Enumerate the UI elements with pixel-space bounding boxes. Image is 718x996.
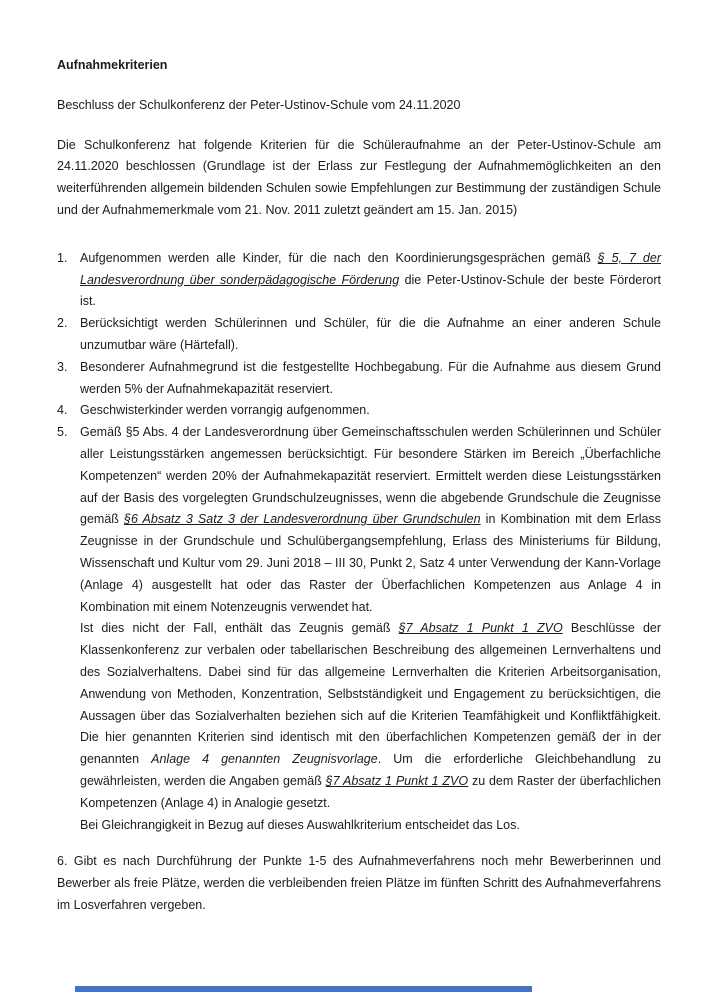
criteria-item-paragraph: Bei Gleichrangigkeit in Bezug auf dieses Auswahlkriterium entscheidet das Los. (80, 817, 520, 832)
criteria-list (57, 248, 661, 837)
criteria-item (57, 400, 661, 422)
criteria-item (57, 422, 661, 836)
criteria-item (57, 357, 661, 401)
criteria-item-number: 5. (57, 425, 68, 440)
intro-paragraph: Die Schulkonferenz hat folgende Kriterien für die Schüleraufnahme an der Peter-Ustinov-Schule am 24.11.2020 beschlossen (Grundlage ist der Erlass zur Festlegung der Aufnahmemöglichkeiten an den weiterführenden allgemein bildenden Schulen sowie Empfehlungen zur Bestimmung der zuständigen Schule und der Aufnahmemerkmale vom 21. Nov. 2011 zuletzt geändert am 15. Jan. 2015) (57, 137, 661, 217)
criteria-item-paragraph: Geschwisterkinder werden vorrangig aufgenommen. (80, 403, 370, 418)
criteria-item-paragraph: Ist dies nicht der Fall, enthält das Zeugnis gemäß §7 Absatz 1 Punkt 1 ZVO Beschlüsse der Klassenkonferenz zur verbalen oder tabellarischen Beschreibung des allgemeinen Lernverhaltens und des Sozialverhaltens. Dabei sind für das allgemeine Lernverhalten die Kriterien Arbeitsorganisation, Anwendung von Methoden, Konzentration, Selbstständigkeit und Engagement zu berücksichtigen, die Aussagen über das Sozialverhalten beziehen sich auf die Kriterien Teamfähigkeit und Konfliktfähigkeit. Die hier genannten Kriterien sind identisch mit den überfachlichen Kompetenzen gemäß der in der genannten Anlage 4 genannten Zeugnisvorlage. Um die erforderliche Gleichbehandlung zu gewährleisten, werden die Angaben gemäß §7 Absatz 1 Punkt 1 ZVO zu dem Raster der überfachlichen Kompetenzen (Anlage 4) in Analogie gesetzt. (80, 621, 662, 810)
criteria-item-number: 4. (57, 403, 68, 418)
criteria-item-paragraph: Gemäß §5 Abs. 4 der Landesverordnung über Gemeinschaftsschulen werden Schülerinnen und Schüler aller Leistungsstärken angemessen berücksichtigt. Für besondere Stärken im Bereich „Überfachliche Kompetenzen“ werden 20% der Aufnahmekapazität reserviert. Ermittelt werden diese Leistungsstärken auf der Basis des vorgelegten Grundschulzeugnisses, wenn die abgebende Grundschule die Zeugnisse gemäß §6 Absatz 3 Satz 3 der Landesverordnung über Grundschulen in Kombination mit dem Erlass Zeugnisse in der Grundschule und Schulübergangsempfehlung, Erlass des Ministeriums für Bildung, Wissenschaft und Kultur vom 29. Juni 2018 – III 30, Punkt 2, Satz 4 unter Verwendung der Kann-Vorlage (Anlage 4) ausgestellt hat oder das Raster der Überfachlichen Kompetenzen aus Anlage 4 in Kombination mit einem Notenzeugnis verwendet hat. (80, 425, 661, 614)
criteria-item (57, 248, 661, 313)
closing-paragraph: 6. Gibt es nach Durchführung der Punkte 1-5 des Aufnahmeverfahrens noch mehr Bewerberinnen und Bewerber als freie Plätze, werden die verbleibenden freien Plätze im fünften Schritt des Aufnahmeverfahrens im Losverfahren vergeben. (57, 854, 661, 912)
criteria-item-paragraph: Berücksichtigt werden Schülerinnen und Schüler, für die die Aufnahme an einer anderen Schule unzumutbar wäre (Härtefall). (80, 316, 661, 352)
criteria-item-paragraph: Besonderer Aufnahmegrund ist die festgestellte Hochbegabung. Für die Aufnahme aus diesem Grund werden 5% der Aufnahmekapazität reserviert. (80, 359, 661, 396)
criteria-item-number: 2. (57, 316, 68, 331)
footer-accent-bar (75, 986, 532, 992)
decision-subtitle: Beschluss der Schulkonferenz der Peter-Ustinov-Schule vom 24.11.2020 (57, 97, 461, 112)
criteria-item-number: 3. (57, 359, 68, 374)
criteria-item-text (80, 422, 661, 836)
criteria-item-text (80, 248, 661, 313)
criteria-item-text (80, 357, 661, 401)
document-title: Aufnahmekriterien (57, 58, 168, 72)
criteria-item-text (80, 400, 661, 422)
criteria-item (57, 313, 661, 357)
criteria-item-paragraph: Aufgenommen werden alle Kinder, für die nach den Koordinierungsgesprächen gemäß § 5, 7 der Landesverordnung über sonderpädagogische Förderung die Peter-Ustinov-Schule der beste Förderort ist. (80, 250, 661, 309)
criteria-item-number: 1. (57, 250, 68, 265)
criteria-item-text (80, 313, 661, 357)
